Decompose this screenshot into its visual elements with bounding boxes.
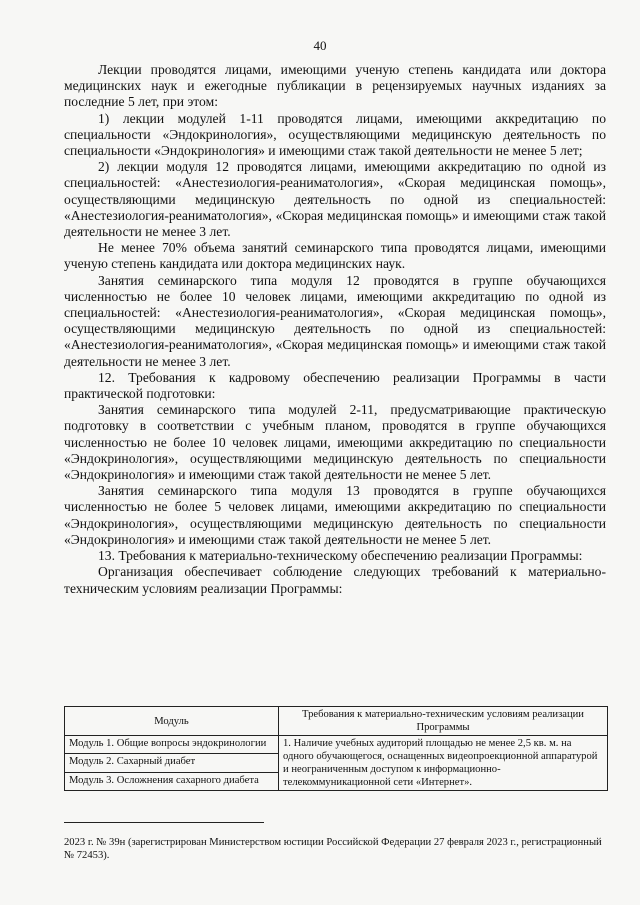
- table-row: [65, 736, 608, 754]
- section-13-heading: 13. Требования к материально-техническому обеспечению реализации Программы:: [98, 548, 583, 564]
- table-header-module: Модуль: [65, 707, 279, 736]
- footnote-divider: [64, 822, 264, 823]
- page-number: 40: [313, 38, 327, 53]
- requirements-table: [64, 706, 608, 791]
- table-cell-module: Модуль 1. Общие вопросы эндокринологии: [65, 736, 279, 754]
- table-cell-module: Модуль 3. Осложнения сахарного диабета: [65, 772, 279, 790]
- paragraph-organization-requirements: Организация обеспечивает соблюдение следующих требований к материально-техническим условиям реализации Программы:: [64, 564, 606, 596]
- body-text: [64, 62, 606, 597]
- paragraph-seminar-module-12: Занятия семинарского типа модуля 12 проводятся в группе обучающихся численностью не более 10 человек лицами, имеющими аккредитацию по одной из специальностей: «Анестезиология-реаниматология», «Скорая медицинская помощь», осуществляющими медицинскую деятельность по одной из специальностей: «Анестезиология-реаниматология», «Скорая медицинская помощь» и имеющими стаж такой деятельности не менее 3 лет.: [64, 272, 606, 369]
- table-cell-module: Модуль 2. Сахарный диабет: [65, 754, 279, 772]
- section-12-heading: 12. Требования к кадровому обеспечению реализации Программы в части практической подготовки:: [64, 369, 606, 402]
- paragraph-seminar-modules-2-11: Занятия семинарского типа модулей 2-11, предусматривающие практическую подготовку в соответствии с учебным планом, проводятся в группе обучающихся численностью не более 10 человек лицами, имеющими аккредитацию по специальности «Эндокринология», осуществляющими медицинскую деятельность по специальности «Эндокринология» и имеющими стаж такой деятельности не менее 5 лет.: [64, 402, 606, 483]
- table-header-requirements: Требования к материально-техническим условиям реализации Программы: [279, 707, 608, 736]
- footnote: 2023 г. № 39н (зарегистрирован Министерством юстиции Российской Федерации 27 февраля 2023 г., регистрационный № 72453).: [64, 837, 602, 861]
- table-cell-requirement: 1. Наличие учебных аудиторий площадью не менее 2,5 кв. м. на одного обучающегося, оснащенных видеопроекционной аппаратурой и неограниченным доступом к информационно-телекоммуникационной сети «Интернет».: [279, 736, 608, 791]
- paragraph-lecturers: Лекции проводятся лицами, имеющими ученую степень кандидата или доктора медицинских наук и ежегодные публикации в рецензируемых научных изданиях за последние 5 лет, при этом:: [64, 62, 606, 110]
- paragraph-seminar-70-percent: Не менее 70% объема занятий семинарского типа проводятся лицами, имеющими ученую степень кандидата или доктора медицинских наук.: [64, 240, 606, 272]
- table-header-row: [65, 707, 608, 736]
- paragraph-lectures-module-12: 2) лекции модуля 12 проводятся лицами, имеющими аккредитацию по одной из специальностей: «Анестезиология-реаниматология», «Скорая медицинская помощь», осуществляющими медицинскую деятельность по одной из специальностей: «Анестезиология-реаниматология», «Скорая медицинская помощь» и имеющими стаж такой деятельности не менее 3 лет.: [64, 159, 606, 240]
- paragraph-seminar-module-13: Занятия семинарского типа модуля 13 проводятся в группе обучающихся численностью не более 5 человек лицами, имеющими аккредитацию по специальности «Эндокринология», осуществляющими медицинскую деятельность по специальности «Эндокринология» и имеющими стаж такой деятельности не менее 5 лет.: [64, 483, 606, 547]
- paragraph-lectures-modules-1-11: 1) лекции модулей 1-11 проводятся лицами, имеющими аккредитацию по специальности «Эндокринология», осуществляющими медицинскую деятельность по специальности «Эндокринология» и имеющими стаж такой деятельности не менее 5 лет;: [64, 110, 606, 159]
